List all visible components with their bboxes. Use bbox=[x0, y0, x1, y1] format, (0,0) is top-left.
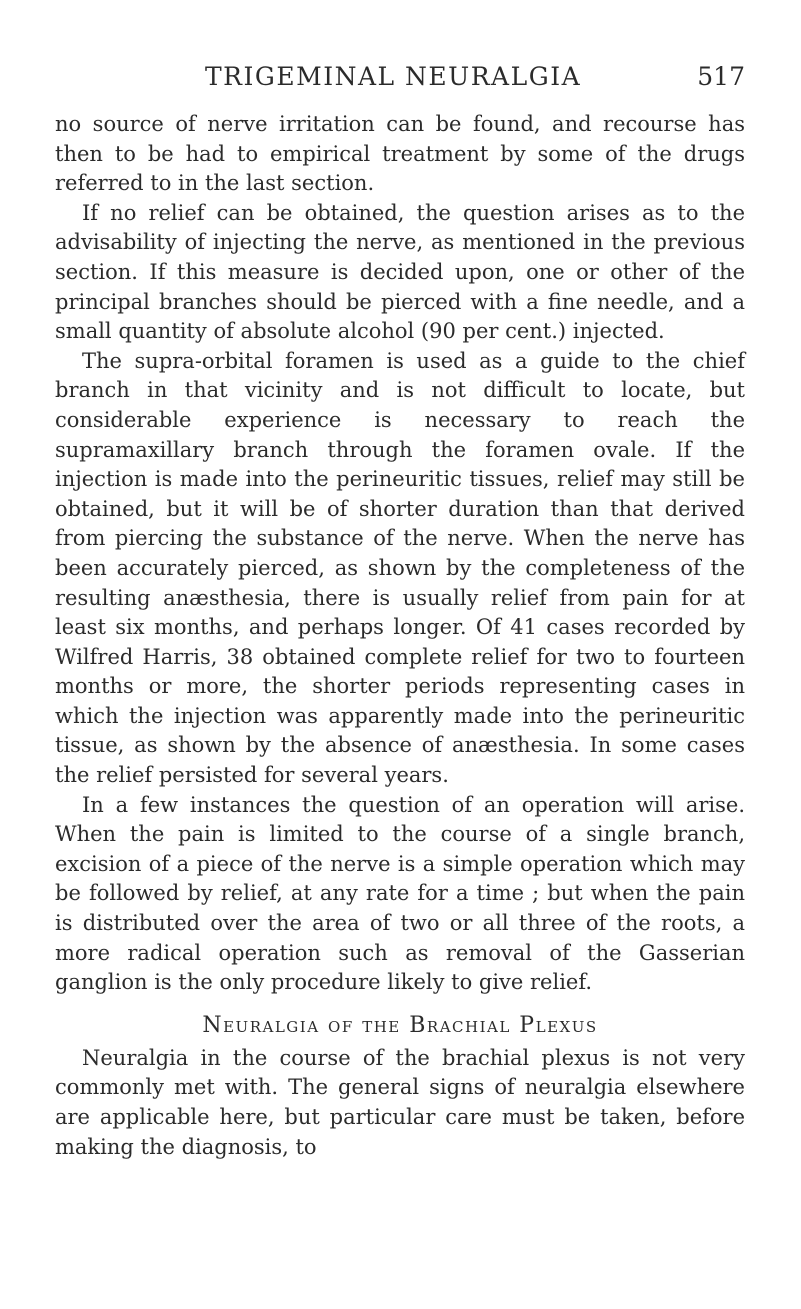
paragraph-injection: If no relief can be obtained, the question arises as to the advisability of injecting the nerve, as mentioned in the previous section. If this measure is decided upon, one or other of the principal branches should be pierced with a fine needle, and a small quantity of absolute alcohol (90 per cent.) injected. bbox=[55, 200, 745, 344]
section-heading: Neuralgia of the Brachial Plexus bbox=[202, 1012, 598, 1038]
running-title: TRIGEMINAL NEURALGIA bbox=[205, 62, 582, 91]
paragraph-operation: In a few instances the question of an operation will arise. When the pain is limited to the course of a single branch, excision of a piece of the nerve is a simple operation which may be followed by relief, at any rate for a time ; but when the pain is distributed over the area of two or all three of the roots, a more radical operation such as removal of the Gasserian ganglion is the only procedure likely to give relief. bbox=[55, 792, 745, 995]
paragraph-foramen: The supra-orbital foramen is used as a guide to the chief branch in that vicinity and is not difficult to locate, but considerable experience is necessary to reach the supramaxillary branch through the foramen ovale. If the injection is made into the perineuritic tissues, relief may still be obtained, but it will be of shorter duration than that derived from piercing the substance of the nerve. When the nerve has been accurately pierced, as shown by the completeness of the resulting anæsthesia, there is usually relief from pain for at least six months, and perhaps longer. Of 41 cases recorded by Wilfred Harris, 38 obtained complete relief for two to fourteen months or more, the shorter periods representing cases in which the injection was apparently made into the perineuritic tissue, as shown by the absence of anæsthesia. In some cases the relief persisted for several years. bbox=[55, 348, 745, 788]
body-text bbox=[55, 110, 745, 1162]
page-number: 517 bbox=[697, 62, 745, 91]
book-page bbox=[55, 62, 745, 1162]
paragraph-brachial: Neuralgia in the course of the brachial plexus is not very commonly met with. The general signs of neuralgia elsewhere are applicable here, but particular care must be taken, before making the diagnosis, to bbox=[55, 1045, 745, 1159]
running-head bbox=[55, 62, 745, 102]
paragraph-continued: no source of nerve irritation can be found, and recourse has then to be had to empirical treatment by some of the drugs referred to in the last section. bbox=[55, 112, 745, 196]
